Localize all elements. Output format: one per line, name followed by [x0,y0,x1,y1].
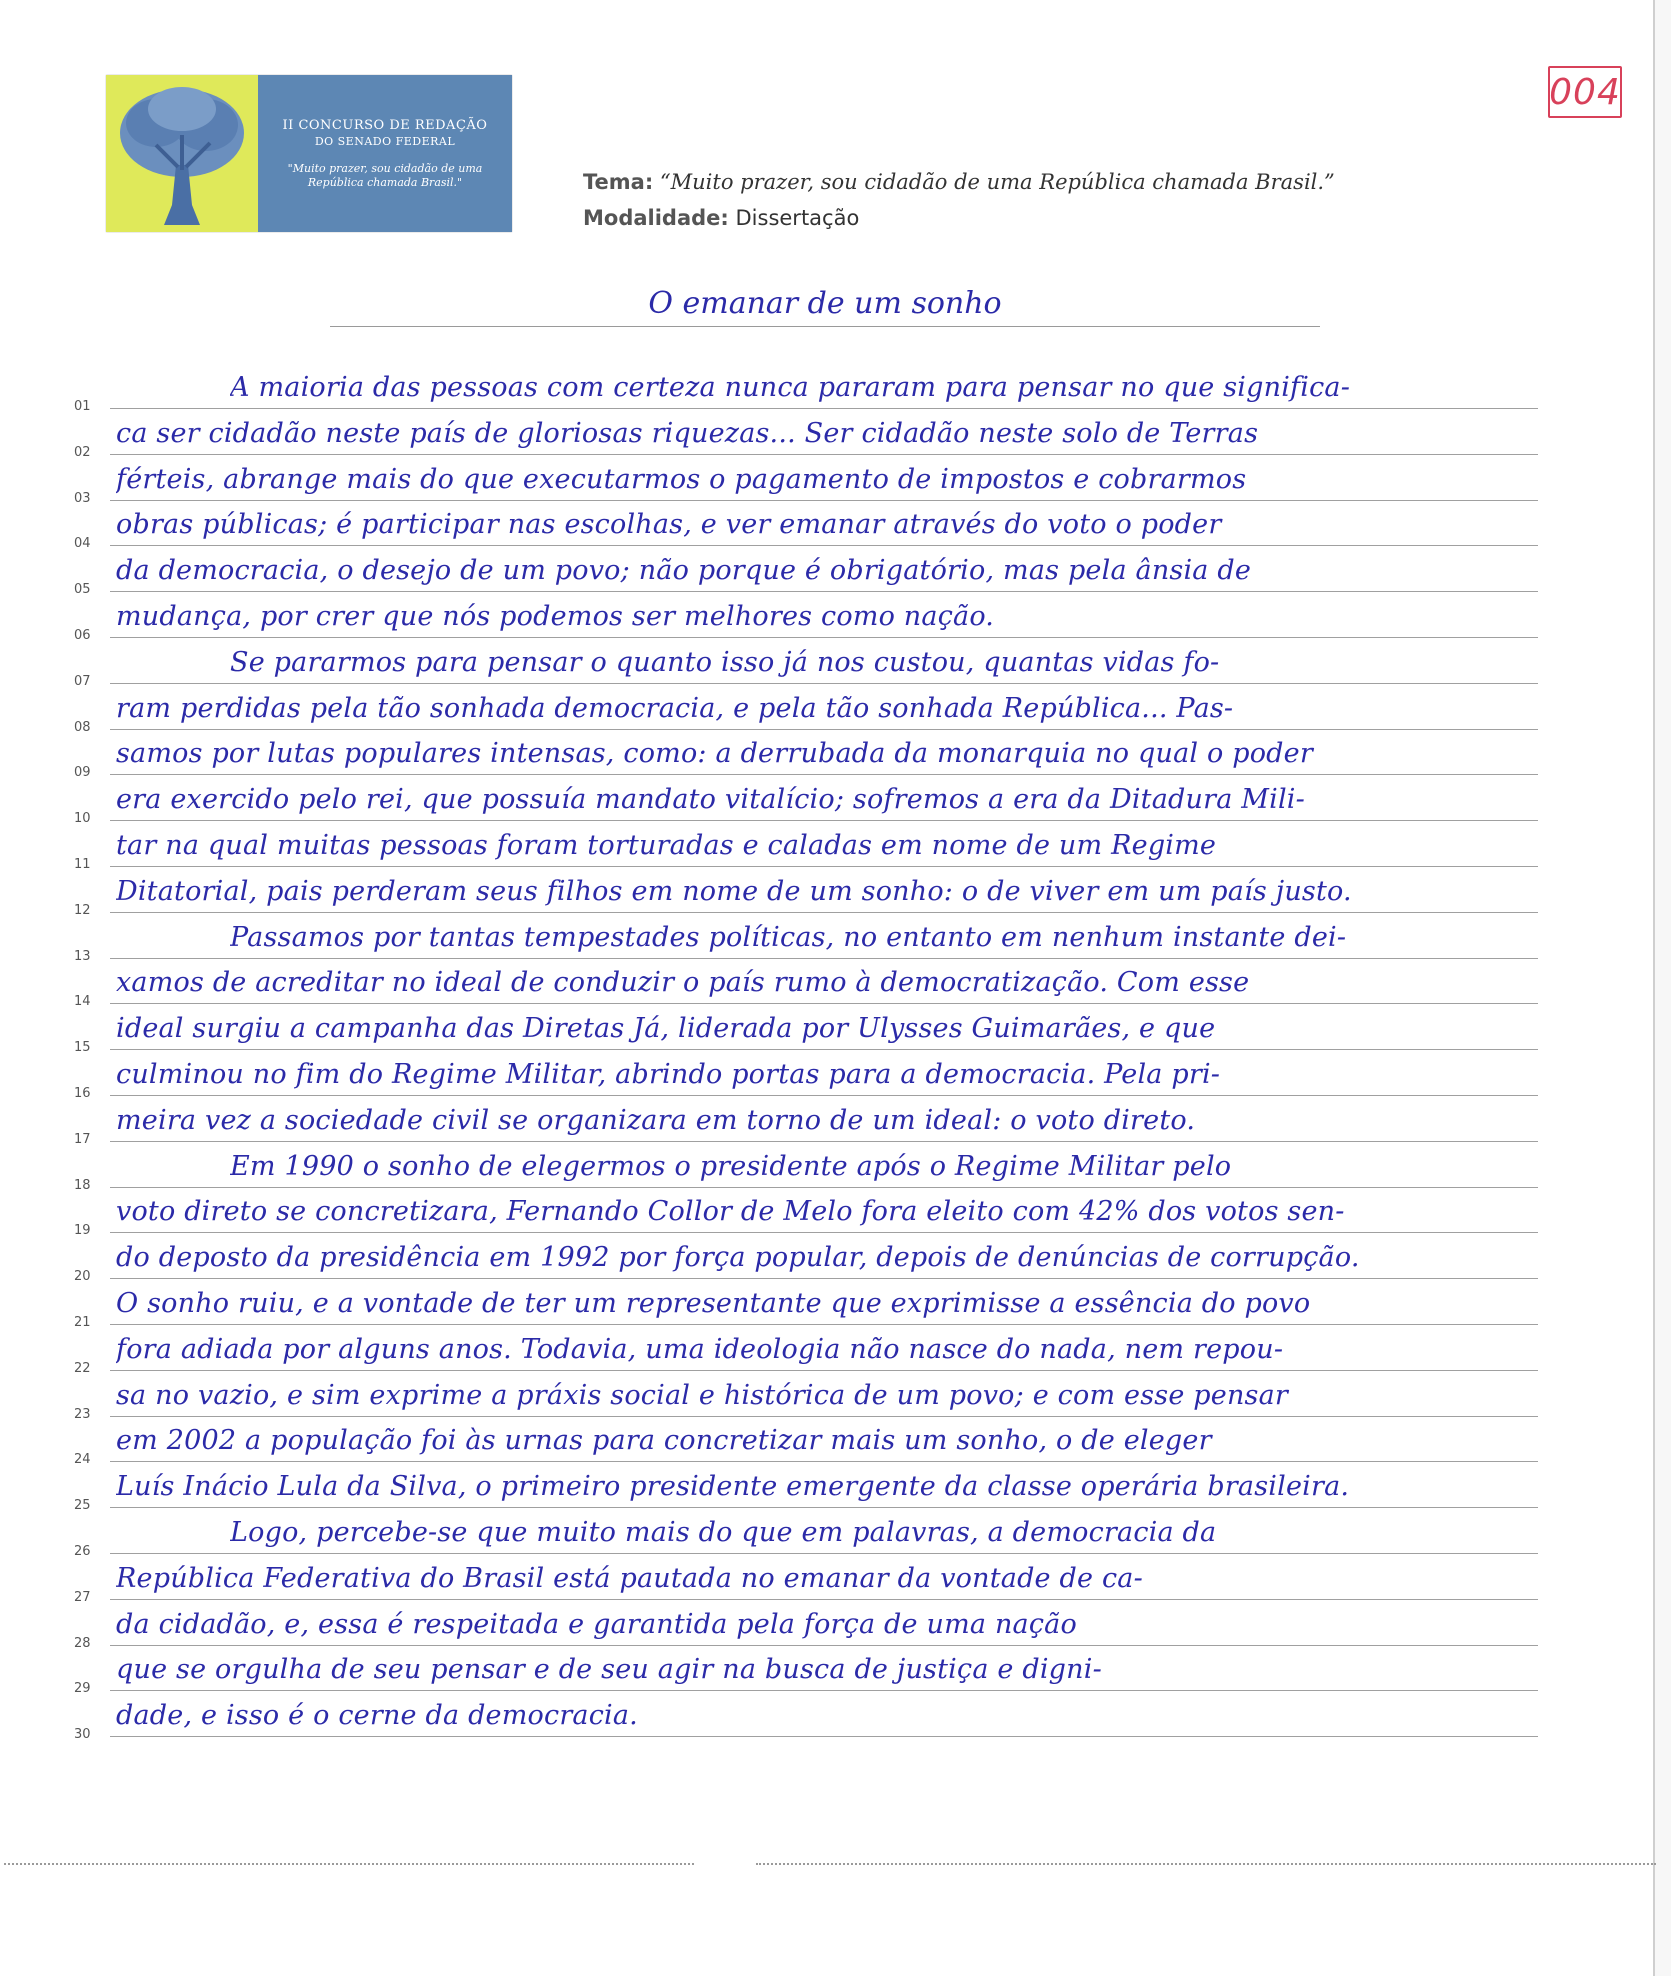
line-number: 24 [74,1452,91,1468]
tema-row [583,170,1335,194]
line-number: 18 [74,1177,91,1193]
contest-logo [106,75,512,232]
ruled-line [110,1324,1538,1325]
essay-line-text: Luís Inácio Lula da Silva, o primeiro presidente emergente da classe operária brasileira. [116,1471,1350,1503]
ruled-line [110,958,1538,959]
essay-line-text: O sonho ruiu, e a vontade de ter um representante que exprimisse a essência do povo [116,1288,1311,1319]
line-number: 20 [74,1269,91,1285]
modalidade-row [583,206,859,230]
essay-line-text: fora adiada por alguns anos. Todavia, uma ideologia não nasce do nada, nem repou- [116,1333,1284,1365]
line-number: 07 [74,673,91,689]
essay-line-text: A maioria das pessoas com certeza nunca pararam para pensar no que significa- [230,372,1351,403]
essay-line-text: República Federativa do Brasil está pautada no emanar da vontade de ca- [116,1562,1143,1594]
ruled-line [110,545,1538,546]
ruled-line [110,1736,1538,1737]
essay-line-text: obras públicas; é participar nas escolhas, e ver emanar através do voto o poder [116,509,1222,541]
essay-line-text: culminou no fim do Regime Militar, abrindo portas para a democracia. Pela pri- [116,1059,1221,1090]
essay-line-text: sa no vazio, e sim exprime a práxis social e histórica de um povo; e com esse pensar [116,1379,1288,1411]
ruled-line [110,1645,1538,1646]
line-number: 28 [74,1635,91,1651]
ruled-line [110,1690,1538,1691]
title-rule [330,326,1320,327]
essay-line-text: em 2002 a população foi às urnas para concretizar mais um sonho, o de eleger [116,1425,1212,1457]
line-number: 02 [74,444,91,460]
line-number: 03 [74,490,91,506]
ruled-line [110,1049,1538,1050]
logo-quote: "Muito prazer, sou cidadão de uma República chamada Brasil." [287,161,483,189]
page-edge [1653,0,1671,1976]
ruled-line [110,1278,1538,1279]
ruled-line [110,729,1538,730]
cut-line-right [756,1863,1656,1865]
ruled-line [110,1370,1538,1371]
tema-value: “Muito prazer, sou cidadão de uma República chamada Brasil.” [659,170,1335,194]
essay-line-text: Passamos por tantas tempestades políticas, no entanto em nenhum instante dei- [230,921,1347,953]
line-number: 15 [74,1040,91,1056]
logo-subtitle: DO SENADO FEDERAL [314,134,456,148]
essay-line-text: Ditatorial, pais perderam seus filhos em nome de um sonho: o de viver em um país justo. [116,875,1352,907]
ruled-line [110,820,1538,821]
tema-label: Tema: [583,170,654,194]
ruled-line [110,912,1538,913]
ruled-line [110,1187,1538,1188]
ruled-line [110,1416,1538,1417]
essay-line-text: era exercido pelo rei, que possuía mandato vitalício; sofremos a era da Ditadura Mili- [116,784,1305,816]
line-number: 05 [74,582,91,598]
ruled-line [110,591,1538,592]
line-number: 08 [74,719,91,735]
line-number: 27 [74,1589,91,1605]
essay-line-text: da democracia, o desejo de um povo; não porque é obrigatório, mas pela ânsia de [116,555,1252,587]
essay-line-text: xamos de acreditar no ideal de conduzir o país rumo à democratização. Com esse [116,967,1250,999]
ruled-line [110,683,1538,684]
modalidade-value: Dissertação [735,206,860,230]
essay-line-text: Logo, percebe-se que muito mais do que em palavras, a democracia da [230,1517,1217,1548]
line-number: 09 [74,765,91,781]
line-number: 06 [74,628,91,643]
tree-logo-icon [106,75,258,232]
line-number: 22 [74,1360,91,1376]
ruled-line [110,637,1538,638]
line-number: 26 [74,1544,91,1559]
essay-line-text: samos por lutas populares intensas, como: a derrubada da monarquia no qual o poder [116,738,1313,770]
essay-line-text: Se pararmos para pensar o quanto isso já nos custou, quantas vidas fo- [230,646,1220,678]
ruled-line [110,1232,1538,1233]
line-number: 01 [74,399,91,414]
essay-line-text: férteis, abrange mais do que executarmos o pagamento de impostos e cobrarmos [116,463,1247,495]
line-number: 10 [74,811,91,827]
essay-line-text: da cidadão, e, essa é respeitada e garantida pela força de uma nação [116,1608,1077,1640]
essay-line-text: ram perdidas pela tão sonhada democracia, e pela tão sonhada República... Pas- [116,692,1234,724]
line-number: 23 [74,1406,91,1422]
essay-line-text: ideal surgiu a campanha das Diretas Já, liderada por Ulysses Guimarães, e que [116,1013,1216,1045]
line-number: 19 [74,1223,91,1239]
ruled-line [110,1095,1538,1096]
line-number: 14 [74,994,91,1010]
ruled-line [110,500,1538,501]
ruled-line [110,1599,1538,1600]
line-number: 12 [74,902,91,918]
logo-title: II CONCURSO DE REDAÇÃO [282,117,488,133]
essay-line-text: Em 1990 o sonho de elegermos o presidente após o Regime Militar pelo [230,1150,1232,1182]
line-number: 21 [74,1315,91,1330]
line-number: 11 [74,857,91,872]
line-number: 17 [74,1131,91,1147]
line-number: 13 [74,948,91,964]
ruled-line [110,1507,1538,1508]
ruled-line [110,1553,1538,1554]
line-number: 25 [74,1498,91,1514]
line-number: 16 [74,1086,91,1101]
ruled-line [110,454,1538,455]
essay-title: O emanar de um sonho [648,286,1002,321]
ruled-line [110,1461,1538,1462]
line-number: 29 [74,1681,91,1697]
modalidade-label: Modalidade: [583,206,729,230]
essay-line-text: dade, e isso é o cerne da democracia. [116,1700,638,1732]
ruled-line [110,408,1538,409]
line-number: 04 [74,536,91,552]
ruled-line [110,1141,1538,1142]
essay-line-text: mudança, por crer que nós podemos ser melhores como nação. [116,601,995,632]
essay-line-text: que se orgulha de seu pensar e de seu agir na busca de justiça e digni- [116,1654,1102,1686]
page-number-stamp: 004 [1548,66,1622,118]
essay-line-text: voto direto se concretizara, Fernando Collor de Melo fora eleito com 42% dos votos sen- [116,1196,1345,1228]
ruled-line [110,774,1538,775]
essay-line-text: meira vez a sociedade civil se organizara em torno de um ideal: o voto direto. [116,1104,1196,1136]
essay-line-text: tar na qual muitas pessoas foram torturadas e caladas em nome de um Regime [116,830,1217,861]
ruled-line [110,1003,1538,1004]
ruled-line [110,866,1538,867]
line-number: 30 [74,1727,91,1743]
cut-line-left [4,1863,694,1865]
essay-line-text: do deposto da presidência em 1992 por força popular, depois de denúncias de corrupção. [116,1242,1360,1274]
essay-line-text: ca ser cidadão neste país de gloriosas riquezas... Ser cidadão neste solo de Terras [116,417,1259,449]
